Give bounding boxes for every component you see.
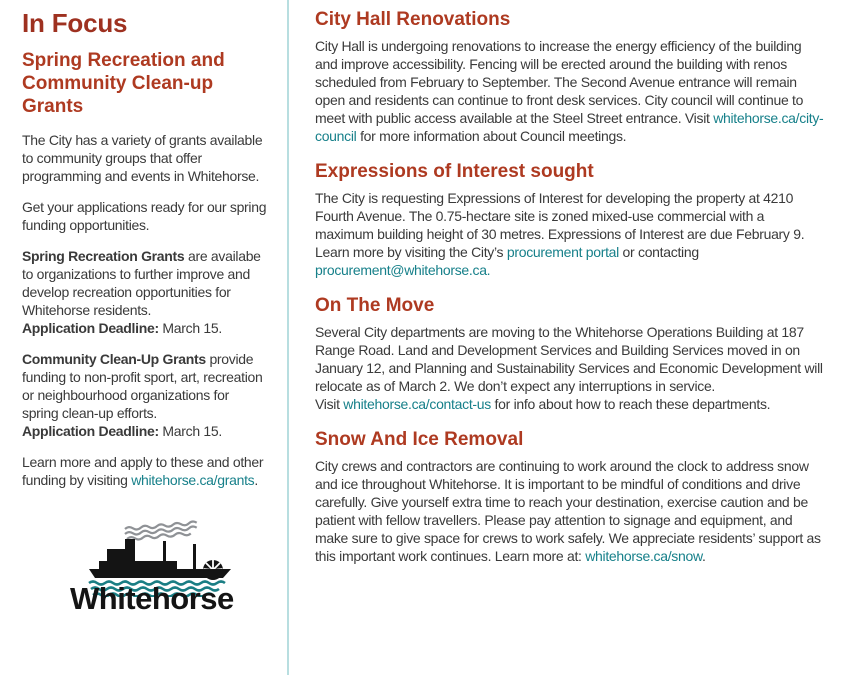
- bold-text: Spring Recreation Grants: [22, 248, 185, 264]
- text-run: for info about how to reach these departments.: [490, 396, 771, 412]
- text-run: City Hall is undergoing renovations to increase the energy efficiency of the building and improve accessibility. Fencing will be erected around the building with renos scheduled from February to September. The Second Avenue entrance will remain open and residents can continue to front desk services. City council will continue to meet with public access available at the Steel Street entrance. Visit: [315, 38, 804, 126]
- text-run: City crews and contractors are continuing to work around the clock to address snow and ice throughout Whitehorse. It is important to be mindful of conditions and drive carefully. Give yourself extra time to reach your destination, exercise caution and be patient with fellow travellers. Please pay attention to signage and equipment, and make sure to give space for crews to work safely. We appreciate residents’ support as this important work continues. Learn more at:: [315, 458, 821, 564]
- paragraph: [315, 323, 826, 413]
- text-run: The City is requesting Expressions of Interest for developing the property at 4210 Fourth Avenue. The 0.75-hectare site is zoned mixed-use commercial with a maximum building height of 30 metres. Expressions of Interest are due February 9. Learn more by visiting the City’s: [315, 190, 805, 260]
- contact-us-link[interactable]: whitehorse.ca/contact-us: [343, 396, 491, 412]
- procurement-portal-link[interactable]: procurement portal: [506, 244, 619, 260]
- section-heading-on-the-move: On The Move: [315, 295, 435, 316]
- whitehorse-logo: [66, 519, 251, 614]
- news-section-on-the-move: [315, 294, 826, 413]
- in-focus-title: In Focus: [22, 8, 128, 38]
- paragraph: [22, 247, 267, 337]
- text-run: or contacting: [618, 244, 699, 260]
- paragraph: [22, 350, 267, 440]
- text-run: March 15.: [158, 320, 222, 336]
- in-focus-column: [0, 0, 287, 675]
- in-focus-subtitle: Spring Recreation and Community Clean-up Grants: [22, 50, 225, 117]
- logo-wordmark: Whitehorse: [70, 581, 234, 616]
- text-run: for more information about Council meetings.: [356, 128, 627, 144]
- section-heading-expressions-of-interest: Expressions of Interest sought: [315, 161, 594, 182]
- paragraph: [22, 131, 267, 185]
- snow-link[interactable]: whitehorse.ca/snow: [585, 548, 703, 564]
- paragraph: [315, 189, 826, 279]
- city-council-link[interactable]: whitehorse.ca/city-council: [315, 110, 824, 144]
- right-sections: [315, 8, 826, 565]
- news-column: [289, 0, 850, 675]
- news-section-snow-and-ice-removal: [315, 428, 826, 565]
- bold-text: Application Deadline:: [22, 423, 159, 439]
- news-section-city-hall-renovations: [315, 8, 826, 145]
- text-run: are availabe to organizations to further improve and develop recreation opportunities for Whitehorse residents.: [22, 248, 261, 318]
- section-heading-city-hall-renovations: City Hall Renovations: [315, 9, 511, 30]
- steamboat-smoke: [125, 521, 197, 540]
- procurement-email-link[interactable]: procurement@whitehorse.ca.: [315, 262, 491, 278]
- grants-link[interactable]: whitehorse.ca/grants: [131, 472, 255, 488]
- text-run: provide funding to non-profit sport, art, recreation or neighbourhood organizations for spring clean-up efforts.: [22, 351, 263, 421]
- paragraph: [22, 198, 267, 234]
- bold-text: Application Deadline:: [22, 320, 159, 336]
- paragraph: [315, 457, 826, 565]
- paragraph: [315, 37, 826, 145]
- text-run: Visit: [315, 396, 344, 412]
- text-run: .: [702, 548, 706, 564]
- bold-text: Community Clean-Up Grants: [22, 351, 206, 367]
- text-run: Learn more and apply to these and other funding by visiting: [22, 454, 264, 488]
- text-run: The City has a variety of grants available to community groups that offer programming and events in Whitehorse.: [22, 132, 263, 184]
- text-run: .: [254, 472, 258, 488]
- section-heading-snow-and-ice-removal: Snow And Ice Removal: [315, 429, 524, 450]
- news-section-expressions-of-interest: [315, 160, 826, 279]
- left-paragraphs: [22, 131, 267, 489]
- text-run: Get your applications ready for our spring funding opportunities.: [22, 199, 267, 233]
- paragraph: [22, 453, 267, 489]
- steamboat-deck: [89, 569, 231, 578]
- text-run: March 15.: [158, 423, 222, 439]
- text-run: Several City departments are moving to the Whitehorse Operations Building at 187 Range Road. Land and Development Services and Building Services moved in on January 12, and Planning and Sustainability Services and Economic Development will relocate as of March 2. We don’t expect any interruptions in service.: [315, 324, 823, 394]
